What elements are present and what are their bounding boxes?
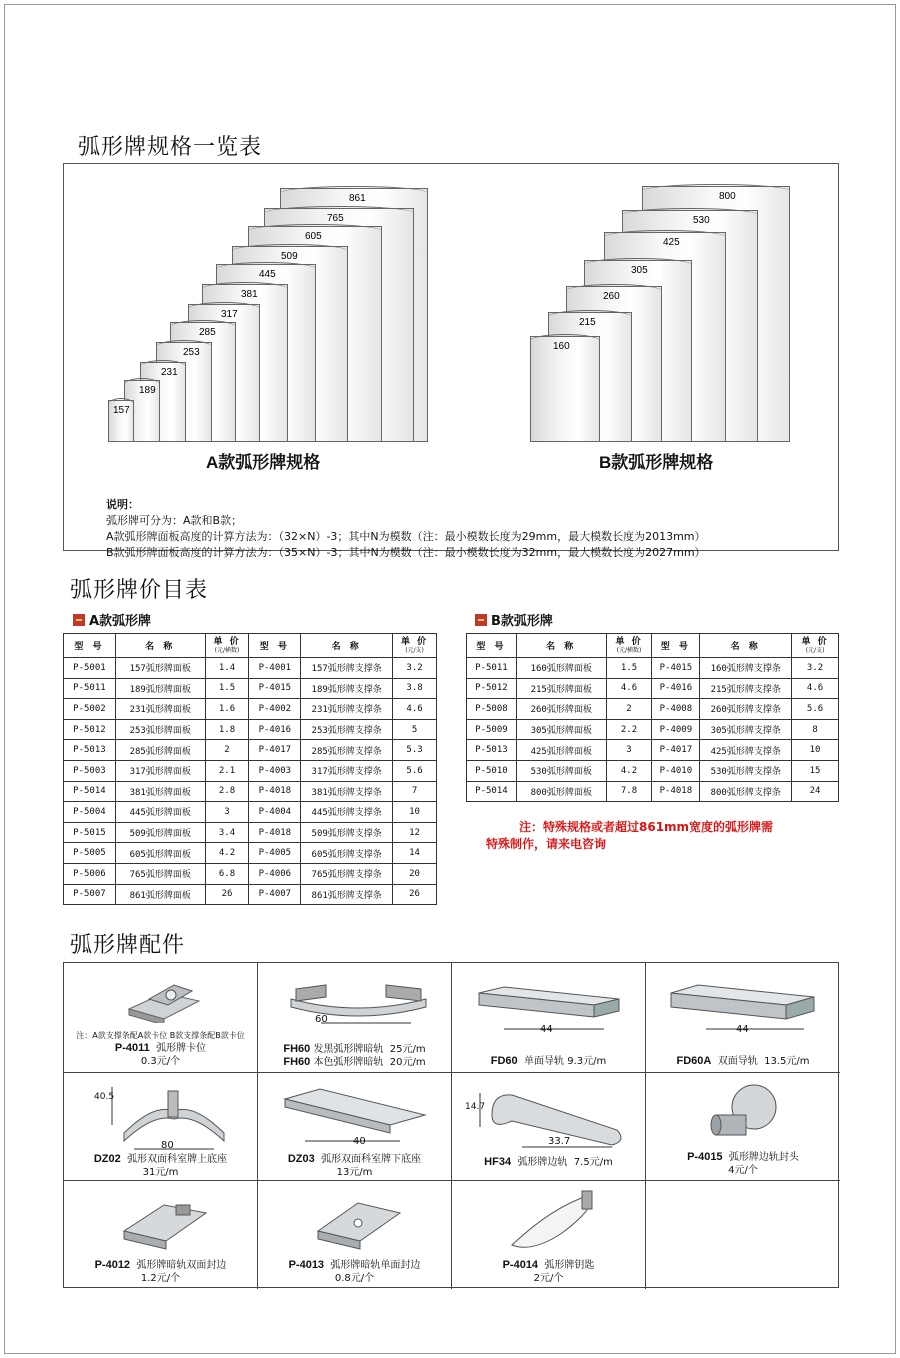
table-cell: 509弧形牌面板 xyxy=(115,822,205,843)
table-cell: 20 xyxy=(393,863,437,884)
model-a-size-label: 253 xyxy=(183,347,200,358)
accessory-card-single-seal xyxy=(258,1181,452,1289)
single-seal-price: 0.8元/个 xyxy=(334,1273,375,1284)
fd60-code: FD60 xyxy=(490,1055,518,1067)
fd60-price: 9.3元/m xyxy=(567,1056,607,1067)
table-cell: 317弧形牌支撑条 xyxy=(301,760,393,781)
hf34-dim: 33.7 xyxy=(548,1136,571,1147)
fh60-code-2: FH60 xyxy=(283,1056,311,1068)
table-cell: 381弧形牌面板 xyxy=(115,781,205,802)
table-cell: 530弧形牌面板 xyxy=(516,760,606,781)
hf34-code: HF34 xyxy=(484,1156,512,1168)
table-cell: 10 xyxy=(792,740,839,761)
table-cell: 26 xyxy=(205,884,249,905)
table-row xyxy=(467,658,839,679)
hf34-name: 弧形牌边轨 xyxy=(517,1157,568,1168)
model-a-size-label: 509 xyxy=(281,251,298,262)
table-cell: 861弧形牌支撑条 xyxy=(301,884,393,905)
table-b-heading xyxy=(475,610,553,629)
model-b-title: B款弧形牌规格 xyxy=(599,453,714,472)
table-cell: P-5011 xyxy=(467,658,517,679)
price-table-a xyxy=(63,633,437,905)
table-cell: P-5009 xyxy=(467,719,517,740)
table-cell: 231弧形牌面板 xyxy=(115,699,205,720)
table-row xyxy=(467,781,839,802)
table-cell: 1.5 xyxy=(205,678,249,699)
table-row xyxy=(467,740,839,761)
table-cell: P-4006 xyxy=(249,863,301,884)
col-price: 单 价 (元/横数) xyxy=(606,634,652,658)
table-cell: 231弧形牌支撑条 xyxy=(301,699,393,720)
table-cell: 10 xyxy=(393,802,437,823)
table-cell: P-4004 xyxy=(249,802,301,823)
table-row xyxy=(64,760,437,781)
model-b-size-label: 530 xyxy=(693,215,710,226)
table-cell: P-4017 xyxy=(249,740,301,761)
table-cell: 5.6 xyxy=(792,699,839,720)
col-name: 名 称 xyxy=(516,634,606,658)
accessory-card-key xyxy=(452,1181,646,1289)
model-a-size-label: 445 xyxy=(259,269,276,280)
double-seal-price: 1.2元/个 xyxy=(140,1273,181,1284)
table-row xyxy=(64,678,437,699)
table-cell: 160弧形牌支撑条 xyxy=(700,658,792,679)
accessory-card-fd60a xyxy=(646,963,840,1073)
model-b-size-label: 425 xyxy=(663,237,680,248)
table-cell: P-5012 xyxy=(467,678,517,699)
table-row xyxy=(64,843,437,864)
key-code: P-4014 xyxy=(502,1259,539,1271)
accessory-card-fd60 xyxy=(452,963,646,1073)
end-cap-name: 弧形牌边轨封头 xyxy=(728,1152,799,1163)
table-cell: 285弧形牌面板 xyxy=(115,740,205,761)
notes-line-2: A款弧形牌面板高度的计算方法为：（32×N）-3；其中N为模数（注：最小模数长度为29mm，最大模数长度为2013mm） xyxy=(106,530,706,543)
table-cell: 189弧形牌支撑条 xyxy=(301,678,393,699)
table-cell: 157弧形牌面板 xyxy=(115,658,205,679)
model-a-size-label: 381 xyxy=(241,289,258,300)
table-cell: P-5003 xyxy=(64,760,116,781)
double-seal-name: 弧形牌暗轨双面封边 xyxy=(136,1260,227,1271)
accessory-card-hf34 xyxy=(452,1073,646,1181)
model-b-size-label: 160 xyxy=(553,341,570,352)
single-seal-icon xyxy=(308,1191,408,1251)
model-a-size-label: 605 xyxy=(305,231,322,242)
table-cell: P-4009 xyxy=(652,719,700,740)
table-row xyxy=(467,760,839,781)
fd60a-name: 双面导轨 xyxy=(717,1056,758,1067)
table-row xyxy=(64,884,437,905)
table-cell: 253弧形牌面板 xyxy=(115,719,205,740)
table-cell: 509弧形牌支撑条 xyxy=(301,822,393,843)
model-a-size-label: 231 xyxy=(161,367,178,378)
table-row xyxy=(64,802,437,823)
dz02-dim: 80 xyxy=(161,1140,174,1151)
accessory-card-empty xyxy=(646,1181,840,1289)
table-cell: 2.8 xyxy=(205,781,249,802)
fh60-code: FH60 xyxy=(283,1043,311,1055)
model-b-card-160 xyxy=(530,336,600,442)
col-name: 名 称 xyxy=(301,634,393,658)
model-b-size-label: 260 xyxy=(603,291,620,302)
table-cell: 2.1 xyxy=(205,760,249,781)
table-row xyxy=(467,719,839,740)
table-cell: 3.8 xyxy=(393,678,437,699)
col-name: 名 称 xyxy=(115,634,205,658)
table-cell: P-4003 xyxy=(249,760,301,781)
table-cell: P-4017 xyxy=(652,740,700,761)
dz03-name: 弧形双面科室牌下底座 xyxy=(321,1154,422,1165)
table-cell: 445弧形牌支撑条 xyxy=(301,802,393,823)
table-cell: 3 xyxy=(205,802,249,823)
table-cell: 8 xyxy=(792,719,839,740)
col-model: 型 号 xyxy=(249,634,301,658)
table-cell: P-5008 xyxy=(467,699,517,720)
col-price: 单 价 (元/支) xyxy=(792,634,839,658)
table-cell: 800弧形牌支撑条 xyxy=(700,781,792,802)
table-cell: P-5002 xyxy=(64,699,116,720)
table-cell: P-5005 xyxy=(64,843,116,864)
model-a-size-label: 861 xyxy=(349,193,366,204)
table-cell: P-4015 xyxy=(652,658,700,679)
clip-note: 注：A款支撑条配A款卡位 B款支撑条配B款卡位 xyxy=(76,1031,245,1040)
bullet-icon xyxy=(475,614,487,626)
table-cell: P-4016 xyxy=(249,719,301,740)
dz02-dim-2: 40.5 xyxy=(94,1092,115,1102)
fd60-dim: 44 xyxy=(540,1024,553,1035)
table-cell: 160弧形牌面板 xyxy=(516,658,606,679)
table-cell: 445弧形牌面板 xyxy=(115,802,205,823)
table-cell: 253弧形牌支撑条 xyxy=(301,719,393,740)
note-line-2: 特殊制作，请来电咨询 xyxy=(486,837,607,851)
table-cell: 4.2 xyxy=(606,760,652,781)
table-cell: 3 xyxy=(606,740,652,761)
table-cell: P-5004 xyxy=(64,802,116,823)
model-a-size-label: 317 xyxy=(221,309,238,320)
table-row xyxy=(467,699,839,720)
table-cell: P-5013 xyxy=(64,740,116,761)
notes-heading: 说明： xyxy=(106,498,139,511)
table-row xyxy=(64,781,437,802)
fh60-name-2: 本色弧形牌暗轨 xyxy=(313,1057,384,1068)
table-cell: P-5014 xyxy=(64,781,116,802)
table-cell: P-4015 xyxy=(249,678,301,699)
col-name: 名 称 xyxy=(700,634,792,658)
table-cell: 1.8 xyxy=(205,719,249,740)
table-cell: 800弧形牌面板 xyxy=(516,781,606,802)
bullet-icon xyxy=(73,614,85,626)
table-cell: 530弧形牌支撑条 xyxy=(700,760,792,781)
table-cell: 7.8 xyxy=(606,781,652,802)
accessory-card-fh60 xyxy=(258,963,452,1073)
table-cell: 26 xyxy=(393,884,437,905)
table-cell: 1.5 xyxy=(606,658,652,679)
model-b-size-label: 215 xyxy=(579,317,596,328)
model-a-size-label: 157 xyxy=(113,405,130,416)
clip-icon xyxy=(124,971,204,1023)
table-cell: P-5012 xyxy=(64,719,116,740)
model-a-size-label: 765 xyxy=(327,213,344,224)
table-header-row xyxy=(467,634,839,658)
table-cell: 317弧形牌面板 xyxy=(115,760,205,781)
table-cell: P-5001 xyxy=(64,658,116,679)
table-cell: P-4008 xyxy=(652,699,700,720)
table-cell: P-5013 xyxy=(467,740,517,761)
end-cap-code: P-4015 xyxy=(687,1151,723,1163)
single-seal-code: P-4013 xyxy=(288,1259,325,1271)
table-cell: 189弧形牌面板 xyxy=(115,678,205,699)
table-cell: 285弧形牌支撑条 xyxy=(301,740,393,761)
col-price: 单 价 (元/横数) xyxy=(205,634,249,658)
table-cell: P-4001 xyxy=(249,658,301,679)
table-cell: 3.2 xyxy=(393,658,437,679)
table-header-row xyxy=(64,634,437,658)
table-cell: 4.6 xyxy=(606,678,652,699)
model-a-size-label: 285 xyxy=(199,327,216,338)
table-cell: 381弧形牌支撑条 xyxy=(301,781,393,802)
price-title: 弧形牌价目表 xyxy=(70,578,209,603)
price-table-b xyxy=(466,633,839,802)
table-cell: P-4016 xyxy=(652,678,700,699)
model-a-title: A款弧形牌规格 xyxy=(206,453,321,472)
table-row xyxy=(64,740,437,761)
dz02-price: 31元/m xyxy=(142,1167,179,1178)
table-row xyxy=(467,678,839,699)
table-cell: 260弧形牌面板 xyxy=(516,699,606,720)
dz03-dim: 40 xyxy=(353,1136,366,1147)
end-cap-icon xyxy=(706,1081,786,1149)
table-cell: 157弧形牌支撑条 xyxy=(301,658,393,679)
table-cell: 1.6 xyxy=(205,699,249,720)
table-cell: 2 xyxy=(205,740,249,761)
accessory-card-double-seal xyxy=(64,1181,258,1289)
fd60a-code: FD60A xyxy=(676,1055,712,1067)
table-cell: 425弧形牌支撑条 xyxy=(700,740,792,761)
col-price: 单 价 (元/支) xyxy=(393,634,437,658)
table-cell: 215弧形牌支撑条 xyxy=(700,678,792,699)
table-cell: P-4007 xyxy=(249,884,301,905)
table-cell: 2.2 xyxy=(606,719,652,740)
fd60a-dim: 44 xyxy=(736,1024,749,1035)
table-cell: 7 xyxy=(393,781,437,802)
key-price: 2元/个 xyxy=(533,1273,564,1284)
table-cell: 605弧形牌面板 xyxy=(115,843,205,864)
table-cell: 4.2 xyxy=(205,843,249,864)
table-cell: 3.2 xyxy=(792,658,839,679)
accessory-card-dz02 xyxy=(64,1073,258,1181)
dz02-code: DZ02 xyxy=(93,1153,121,1165)
table-cell: P-4002 xyxy=(249,699,301,720)
fh60-dim: 60 xyxy=(315,1014,328,1025)
table-row xyxy=(64,863,437,884)
fh60-name: 发黑弧形牌暗轨 xyxy=(313,1044,384,1055)
col-model: 型 号 xyxy=(652,634,700,658)
dz02-name: 弧形双面科室牌上底座 xyxy=(127,1154,228,1165)
clip-name: 弧形牌卡位 xyxy=(156,1043,207,1054)
hf34-price: 7.5元/m xyxy=(573,1157,613,1168)
key-icon xyxy=(502,1187,602,1253)
table-row xyxy=(64,658,437,679)
spec-panel xyxy=(63,163,839,559)
key-name: 弧形牌钥匙 xyxy=(544,1260,595,1271)
accessories-title: 弧形牌配件 xyxy=(70,933,186,958)
table-cell: 12 xyxy=(393,822,437,843)
table-cell: P-5015 xyxy=(64,822,116,843)
table-cell: 5.3 xyxy=(393,740,437,761)
table-cell: P-5014 xyxy=(467,781,517,802)
table-cell: 215弧形牌面板 xyxy=(516,678,606,699)
model-a-card-157 xyxy=(108,400,134,442)
model-a-size-label: 189 xyxy=(139,385,156,396)
table-cell: P-4005 xyxy=(249,843,301,864)
note-line-1: 注：特殊规格或者超过861mm宽度的弧形牌需 xyxy=(519,820,774,834)
dz03-code: DZ03 xyxy=(287,1153,315,1165)
table-cell: 5.6 xyxy=(393,760,437,781)
table-cell: P-5007 xyxy=(64,884,116,905)
fd60-name: 单面导轨 xyxy=(524,1056,565,1067)
table-a-heading xyxy=(73,610,151,629)
table-a-title: A款弧形牌 xyxy=(89,614,152,629)
table-cell: 3.4 xyxy=(205,822,249,843)
model-b-size-label: 800 xyxy=(719,191,736,202)
accessory-card-clip xyxy=(64,963,258,1073)
dz03-price: 13元/m xyxy=(336,1167,373,1178)
model-b-size-label: 305 xyxy=(631,265,648,276)
table-cell: 5 xyxy=(393,719,437,740)
table-cell: 6.8 xyxy=(205,863,249,884)
table-cell: 260弧形牌支撑条 xyxy=(700,699,792,720)
hf34-dim-2: 14.7 xyxy=(465,1102,486,1112)
table-cell: P-4018 xyxy=(249,822,301,843)
table-cell: 14 xyxy=(393,843,437,864)
special-size-note xyxy=(486,819,773,853)
end-cap-price: 4元/个 xyxy=(728,1165,758,1176)
double-seal-code: P-4012 xyxy=(94,1259,131,1271)
notes-line-1: 弧形牌可分为：A款和B款； xyxy=(106,514,243,527)
table-cell: 861弧形牌面板 xyxy=(115,884,205,905)
table-cell: 765弧形牌面板 xyxy=(115,863,205,884)
single-seal-name: 弧形牌暗轨单面封边 xyxy=(330,1260,421,1271)
spec-notes xyxy=(106,497,706,561)
table-cell: P-5010 xyxy=(467,760,517,781)
table-cell: 305弧形牌面板 xyxy=(516,719,606,740)
accessories-grid xyxy=(63,962,839,1288)
table-cell: 1.4 xyxy=(205,658,249,679)
table-cell: 2 xyxy=(606,699,652,720)
table-cell: P-4018 xyxy=(249,781,301,802)
table-row xyxy=(64,822,437,843)
notes-line-3: B款弧形牌面板高度的计算方法为：（35×N）-3；其中N为模数（注：最小模数长度为32mm，最大模数长度为2027mm） xyxy=(106,546,706,559)
accessory-card-end-cap xyxy=(646,1073,840,1181)
table-cell: 765弧形牌支撑条 xyxy=(301,863,393,884)
col-model: 型 号 xyxy=(64,634,116,658)
table-cell: 605弧形牌支撑条 xyxy=(301,843,393,864)
double-seal-icon xyxy=(114,1191,214,1251)
fh60-price-2: 20元/m xyxy=(389,1057,426,1068)
table-cell: P-4010 xyxy=(652,760,700,781)
table-cell: 425弧形牌面板 xyxy=(516,740,606,761)
fh60-price: 25元/m xyxy=(389,1044,426,1055)
table-row xyxy=(64,719,437,740)
accessory-card-dz03 xyxy=(258,1073,452,1181)
table-row xyxy=(64,699,437,720)
clip-code: P-4011 xyxy=(114,1042,150,1054)
table-cell: 15 xyxy=(792,760,839,781)
table-cell: 4.6 xyxy=(393,699,437,720)
table-cell: 4.6 xyxy=(792,678,839,699)
col-model: 型 号 xyxy=(467,634,517,658)
table-b-title: B款弧形牌 xyxy=(491,614,553,629)
hidden-rail-icon xyxy=(286,977,431,1037)
clip-price: 0.3元/个 xyxy=(140,1056,181,1067)
table-cell: P-5006 xyxy=(64,863,116,884)
table-cell: 24 xyxy=(792,781,839,802)
table-cell: P-4018 xyxy=(652,781,700,802)
fd60a-price: 13.5元/m xyxy=(764,1056,810,1067)
table-cell: 305弧形牌支撑条 xyxy=(700,719,792,740)
spec-title: 弧形牌规格一览表 xyxy=(78,135,263,160)
table-cell: P-5011 xyxy=(64,678,116,699)
